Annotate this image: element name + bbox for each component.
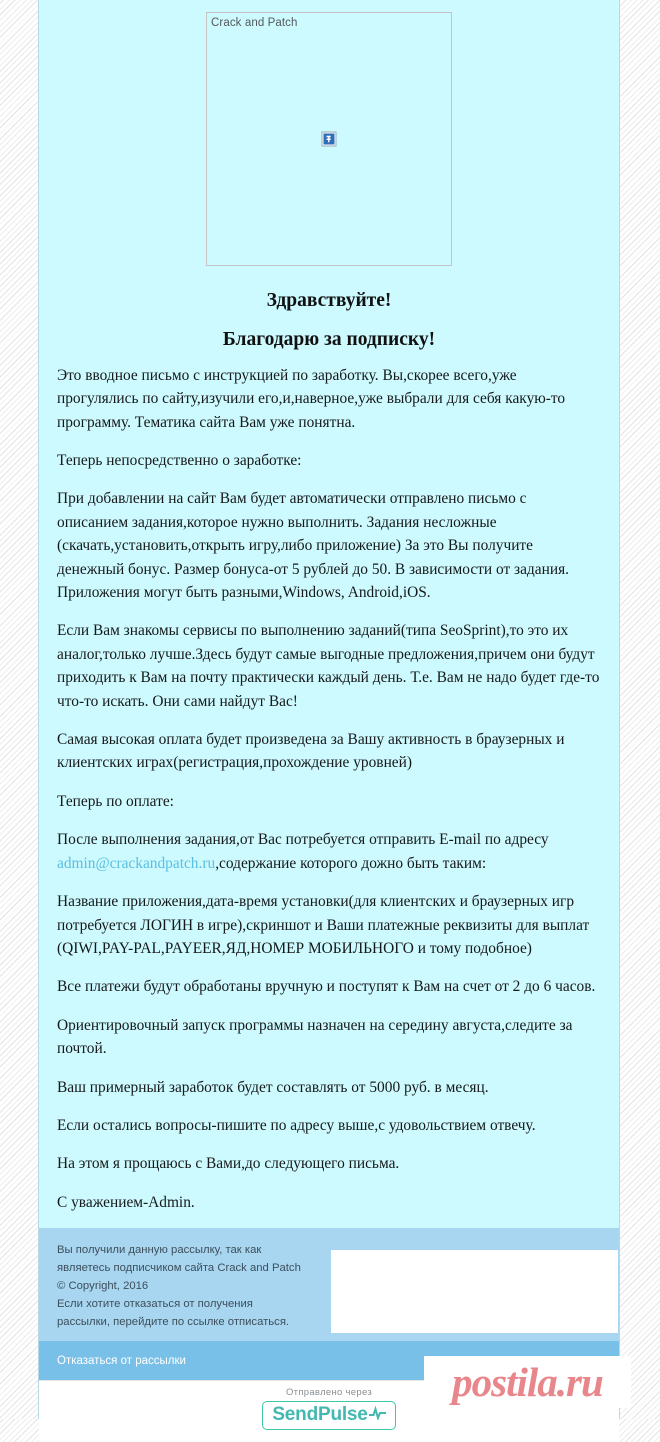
paragraph-launch-date: Ориентировочный запуск программы назначен на середину августа,следите за почтой. — [57, 1016, 573, 1058]
paragraph-task-description: При добавлении на сайт Вам будет автоматически отправлено письмо с описанием задания,которое нужно выполнить. Задания несложные (скачать,установить,открыть игру,либо приложение) За это Вы получите денежный бонус. Размер бонуса-от 5 рублей до 50. В зависимости от задания. Приложения могут быть разными,Windows, Android,iOS. — [57, 490, 569, 602]
footer-note-text — [39, 1242, 319, 1331]
email-instructions-prefix: После выполнения задания,от Вас потребуется отправить E-mail по адресу — [57, 831, 549, 849]
footer-note-block — [39, 1228, 619, 1341]
paragraph-payment-lead: Теперь по оплате: — [57, 792, 174, 810]
admin-email-link[interactable]: admin@crackandpatch.ru — [57, 854, 216, 872]
paragraph-payment-processing: Все платежи будут обработаны вручную и поступят к Вам на счет от 2 до 6 часов. — [57, 978, 596, 996]
paragraph-estimated-income: Ваш примерный заработок будет составлять от 5000 руб. в месяц. — [57, 1078, 489, 1096]
hero-area — [39, 0, 619, 271]
hero-image-alt-text: Crack and Patch — [211, 17, 298, 29]
email-body — [38, 0, 620, 1426]
email-content-block — [39, 0, 619, 1228]
sendpulse-logo-badge[interactable] — [262, 1401, 395, 1430]
footer-note-line-4: Если хотите отказаться от получения — [57, 1297, 253, 1310]
footer-note-line-5: рассылки, перейдите по ссылке отписаться. — [57, 1315, 290, 1328]
unsubscribe-link[interactable]: Отказаться от рассылки — [57, 1354, 186, 1367]
broken-image-icon — [322, 132, 337, 147]
pulse-wave-icon — [369, 1405, 386, 1425]
sent-via-caption: Отправлено через — [285, 1387, 373, 1399]
paragraph-highest-pay: Самая высокая оплата будет произведена за Вашу активность в браузерных и клиентских играх(регистрация,прохождение уровней) — [57, 731, 565, 772]
watermark-text: postila.ru — [452, 1359, 603, 1405]
paragraph-earnings-lead: Теперь непосредственно о заработке: — [57, 452, 302, 469]
paragraph-email-instructions — [57, 828, 601, 875]
paragraph-required-details: Название приложения,дата-время установки(для клиентских и браузерных игр потребуется ЛОГИН в игре),скриншот и Ваши платежные реквизиты для выплат (QIWI,PAY-PAL,PAYEER,ЯД,НОМЕР МОБИЛЬНОГО и тому подобное) — [57, 893, 590, 957]
paragraph-signature: С уважением-Admin. — [57, 1193, 195, 1211]
greeting-heading: Здравствуйте! — [266, 290, 392, 311]
paragraph-questions: Если остались вопросы-пишите по адресу выше,с удовольствием отвечу. — [57, 1116, 536, 1134]
sendpulse-wordmark: SendPulse — [272, 1404, 368, 1426]
paragraph-comparison: Если Вам знакомы сервисы по выполнению заданий(типа SeoSprint),то это их аналог,только лучше.Здесь будут самые выгодные предложения,причем они будут приходить к Вам на почту практически каждый день. Т.е. Вам не надо будет где-то что-то искать. Они сами найдут Вас! — [57, 622, 600, 710]
email-instructions-suffix: ,содержание которого дожно быть таким: — [215, 854, 487, 872]
headings-block — [39, 271, 619, 352]
footer-note-line-3: © Copyright, 2016 — [57, 1279, 149, 1292]
footer-note-line-2: являетесь подписчиком сайта Crack and Patch — [57, 1262, 301, 1274]
body-copy — [39, 364, 619, 1214]
paragraph-farewell: На этом я прощаюсь с Вами,до следующего письма. — [57, 1155, 400, 1173]
footer-note-line-1: Вы получили данную рассылку, так как — [57, 1244, 262, 1257]
thanks-heading: Благодарю за подписку! — [222, 329, 436, 351]
footer-blank-panel — [331, 1250, 618, 1333]
hero-image-placeholder[interactable] — [206, 12, 452, 266]
postila-watermark — [424, 1356, 631, 1408]
paragraph-intro: Это вводное письмо с инструкцией по заработку. Вы,скорее всего,уже прогулялись по сайту,изучили его,и,наверное,уже выбрали для себя какую-то программу. Тематика сайта Вам уже понятна. — [57, 366, 566, 431]
